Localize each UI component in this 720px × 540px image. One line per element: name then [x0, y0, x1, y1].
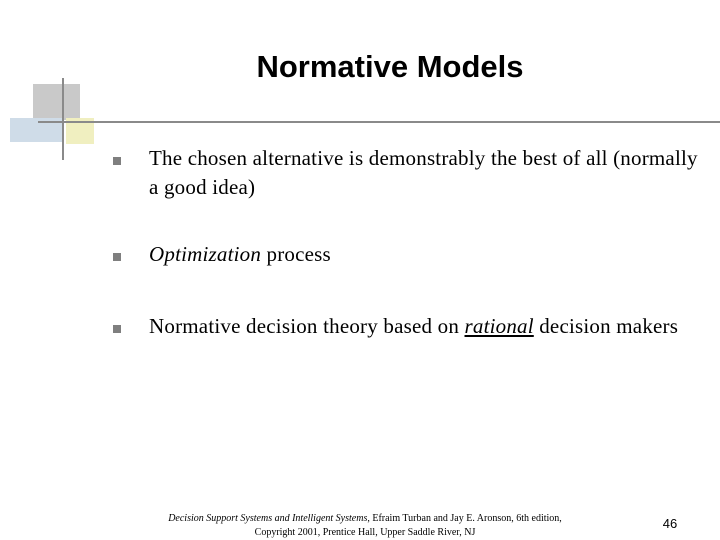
decorative-vertical-rule [62, 78, 64, 160]
bullet-text [149, 240, 699, 269]
decorative-horizontal-rule [38, 121, 720, 123]
bullet-text [149, 144, 699, 202]
bullet-text [149, 312, 699, 341]
decorative-gray-block [33, 84, 80, 120]
slide-title: Normative Models [256, 49, 524, 84]
square-bullet-icon [113, 325, 121, 333]
footer-book-title: Decision Support Systems and Intelligent Systems [168, 513, 368, 524]
bullet-text-part: process [261, 242, 331, 266]
page-number: 46 [662, 516, 678, 531]
footer-copyright: Copyright 2001, Prentice Hall, Upper Saddle River, NJ [254, 527, 476, 538]
emphasized-term: rational [464, 314, 534, 338]
emphasized-term: Optimization [149, 242, 262, 266]
bullet-text-part: Normative decision theory based on [149, 314, 465, 338]
bullet-text-part: The chosen alternative is demonstrably the best of all (normally a good idea) [149, 146, 698, 199]
footer-authors: , Efraim Turban and Jay E. Aronson, 6th edition, [367, 513, 562, 524]
bullet-text-part: decision makers [533, 314, 679, 338]
square-bullet-icon [113, 253, 121, 261]
square-bullet-icon [113, 157, 121, 165]
footer-citation [150, 512, 580, 540]
